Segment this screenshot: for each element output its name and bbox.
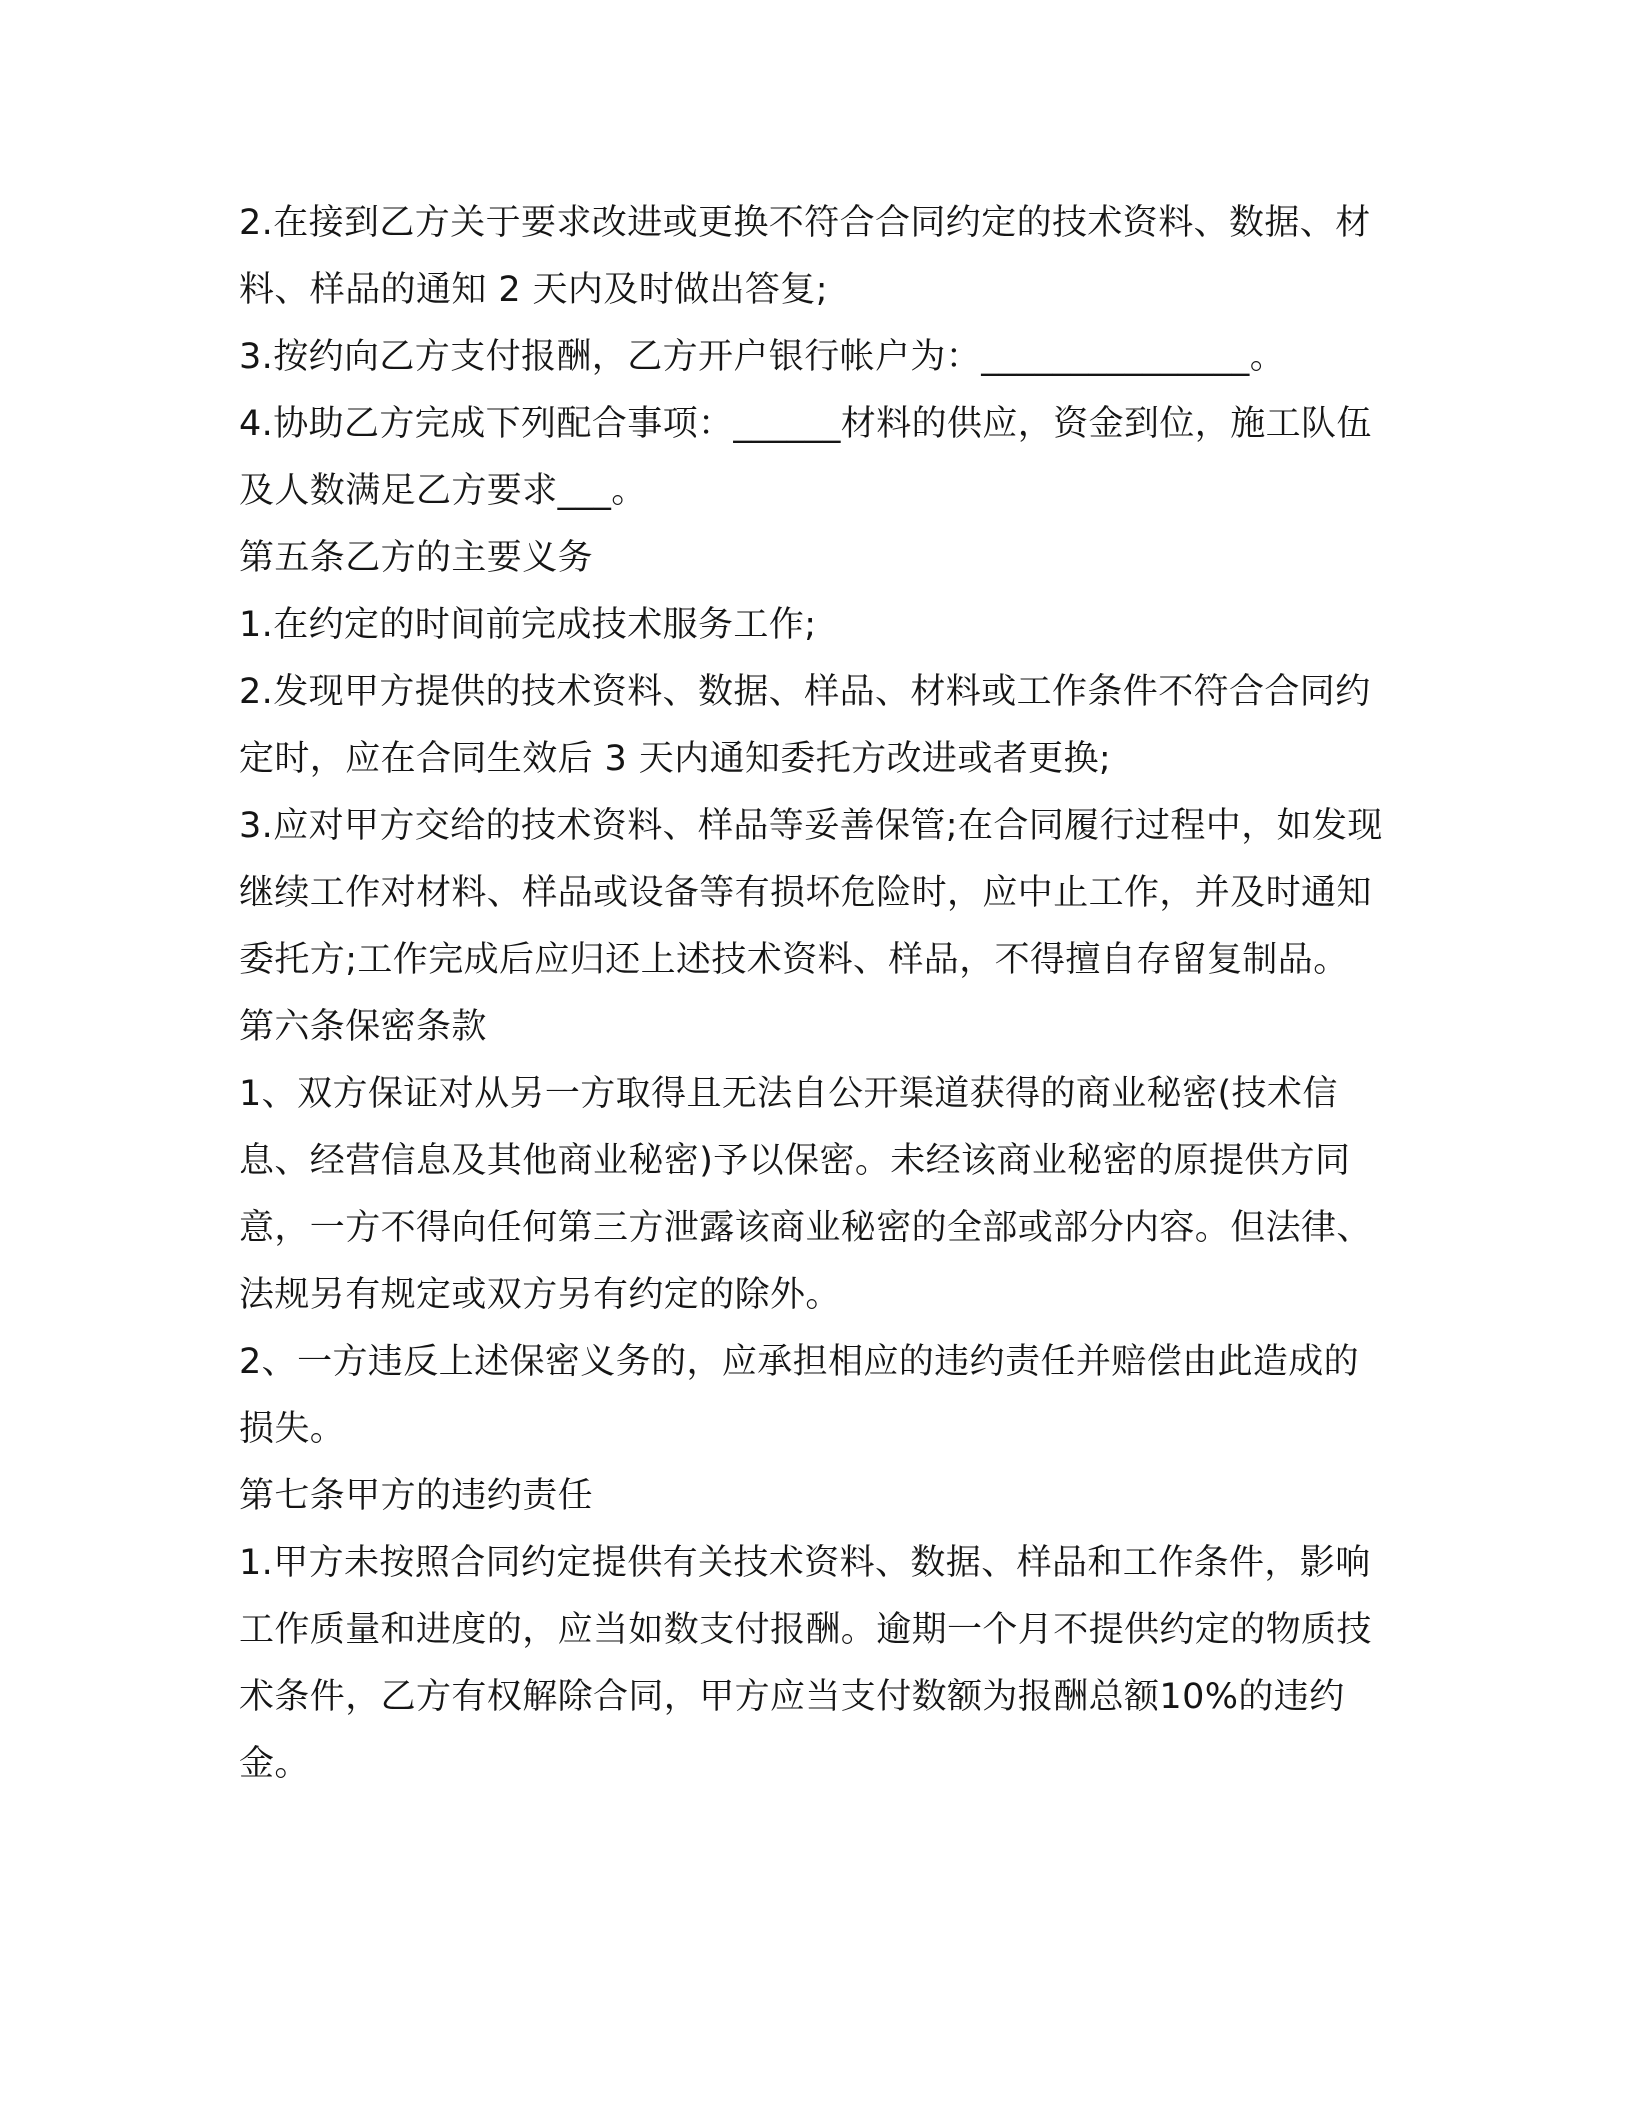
clause-paragraph: 1.在约定的时间前完成技术服务工作;	[239, 605, 817, 645]
section-heading: 第七条甲方的违约责任	[239, 1476, 594, 1516]
clause-paragraph: 2、一方违反上述保密义务的，应承担相应的违约责任并赔偿由此造成的损失。	[239, 1342, 1360, 1449]
section-heading: 第六条保密条款	[239, 1007, 487, 1047]
clause-paragraph: 2.发现甲方提供的技术资料、数据、样品、材料或工作条件不符合合同约定时，应在合同生效后 3 天内通知委托方改进或者更换;	[239, 672, 1371, 779]
section-heading: 第五条乙方的主要义务	[239, 538, 594, 578]
clause-paragraph: 3.应对甲方交给的技术资料、样品等妥善保管;在合同履行过程中，如发现继续工作对材料、样品或设备等有损坏危险时，应中止工作，并及时通知委托方;工作完成后应归还上述技术资料、样品，不得擅自存留复制品。	[239, 806, 1383, 980]
clause-paragraph: 1、双方保证对从另一方取得且无法自公开渠道获得的商业秘密(技术信息、经营信息及其他商业秘密)予以保密。未经该商业秘密的原提供方同意，一方不得向任何第三方泄露该商业秘密的全部或部分内容。但法律、法规另有规定或双方另有约定的除外。	[239, 1074, 1372, 1315]
document-body	[239, 190, 1389, 1798]
clause-paragraph: 4.协助乙方完成下列配合事项：______材料的供应，资金到位，施工队伍及人数满足乙方要求___。	[239, 404, 1372, 511]
clause-paragraph: 2.在接到乙方关于要求改进或更换不符合合同约定的技术资料、数据、材料、样品的通知 2 天内及时做出答复;	[239, 203, 1371, 310]
clause-paragraph: 3.按约向乙方支付报酬，乙方开户银行帐户为：_______________。	[239, 337, 1286, 377]
clause-paragraph: 1.甲方未按照合同约定提供有关技术资料、数据、样品和工作条件，影响工作质量和进度的，应当如数支付报酬。逾期一个月不提供约定的物质技术条件，乙方有权解除合同，甲方应当支付数额为报酬总额10%的违约金。	[239, 1543, 1372, 1784]
